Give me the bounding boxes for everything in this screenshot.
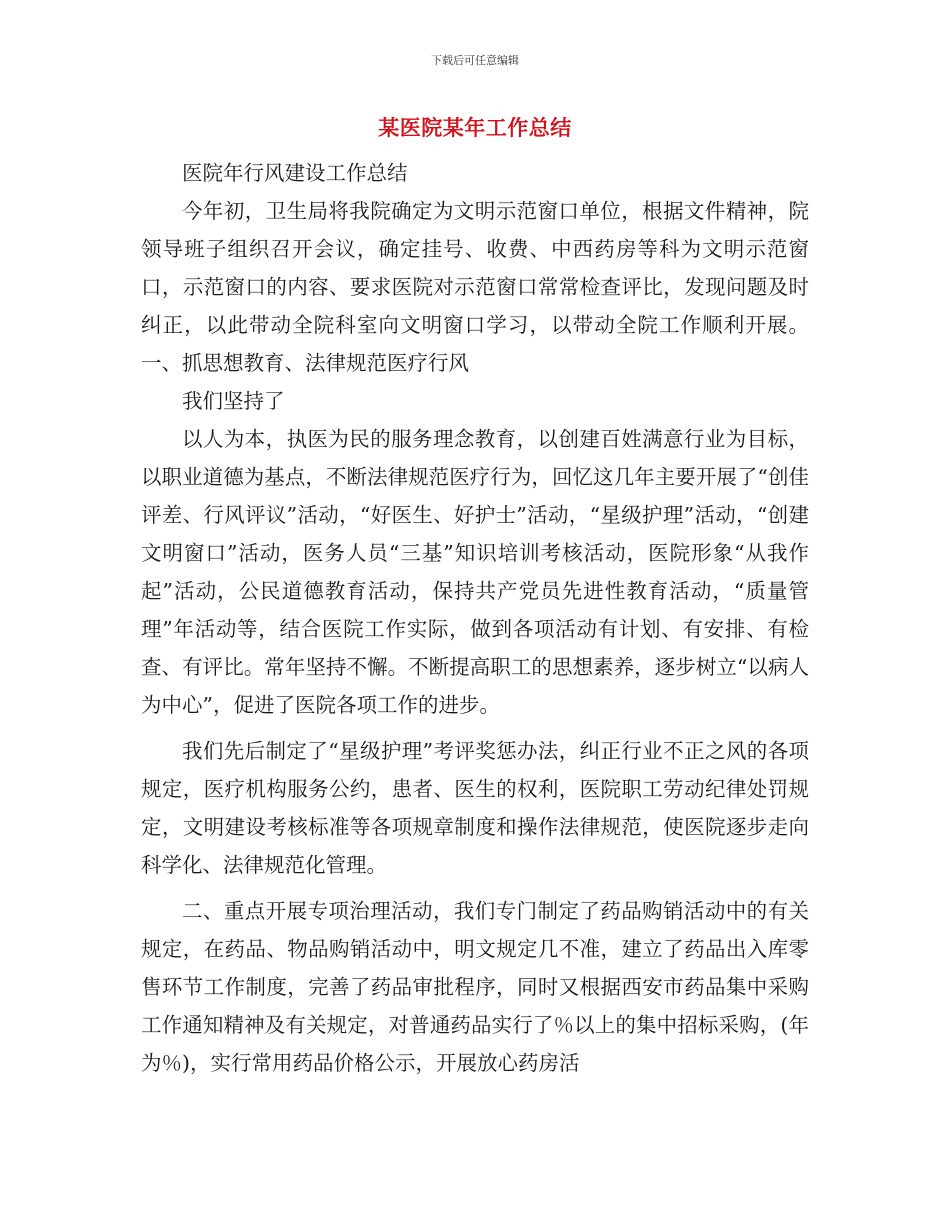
paragraph: 以人为本，执医为民的服务理念教育，以创建百姓满意行业为目标，以职业道德为基点，不断法律规范医疗行为，回忆这几年主要开展了“创佳评差、行风评议”活动，“好医生、好护士”活动，“星级护理”活动，“创建文明窗口”活动，医务人员“三基”知识培训考核活动，医院形象“从我作起”活动，公民道德教育活动，保持共产党员先进性教育活动，“质量管理”年活动等，结合医院工作实际，做到各项活动有计划、有安排、有检查、有评比。常年坚持不懈。不断提高职工的思想素养，逐步树立“以病人为中心”，促进了医院各项工作的进步。	[141, 427, 809, 717]
paragraph: 今年初，卫生局将我院确定为文明示范窗口单位，根据文件精神，院领导班子组织召开会议，确定挂号、收费、中西药房等科为文明示范窗口，示范窗口的内容、要求医院对示范窗口常常检查评比，发现问题及时纠正，以此带动全院科室向文明窗口学习，以带动全院工作顺利开展。一、抓思想教育、法律规范医疗行风	[141, 199, 809, 375]
paragraph: 二、重点开展专项治理活动，我们专门制定了药品购销活动中的有关规定，在药品、物品购销活动中，明文规定几不准，建立了药品出入库零售环节工作制度，完善了药品审批程序，同时又根据西安市药品集中采购工作通知精神及有关规定，对普通药品实行了％以上的集中招标采购，(年为％)，实行常用药品价格公示，开展放心药房活	[141, 899, 809, 1075]
header-note: 下载后可任意编辑	[431, 54, 519, 67]
paragraph: 我们坚持了	[182, 389, 285, 413]
document-title: 某医院某年工作总结	[378, 116, 572, 140]
paragraph: 我们先后制定了“星级护理”考评奖惩办法，纠正行业不正之风的各项规定，医疗机构服务公约，患者、医生的权利，医院职工劳动纪律处罚规定，文明建设考核标准等各项规章制度和操作法律规范，使医院逐步走向科学化、法律规范化管理。	[141, 739, 809, 877]
document-body	[141, 154, 809, 1082]
paragraph-subtitle: 医院年行风建设工作总结	[182, 161, 408, 185]
